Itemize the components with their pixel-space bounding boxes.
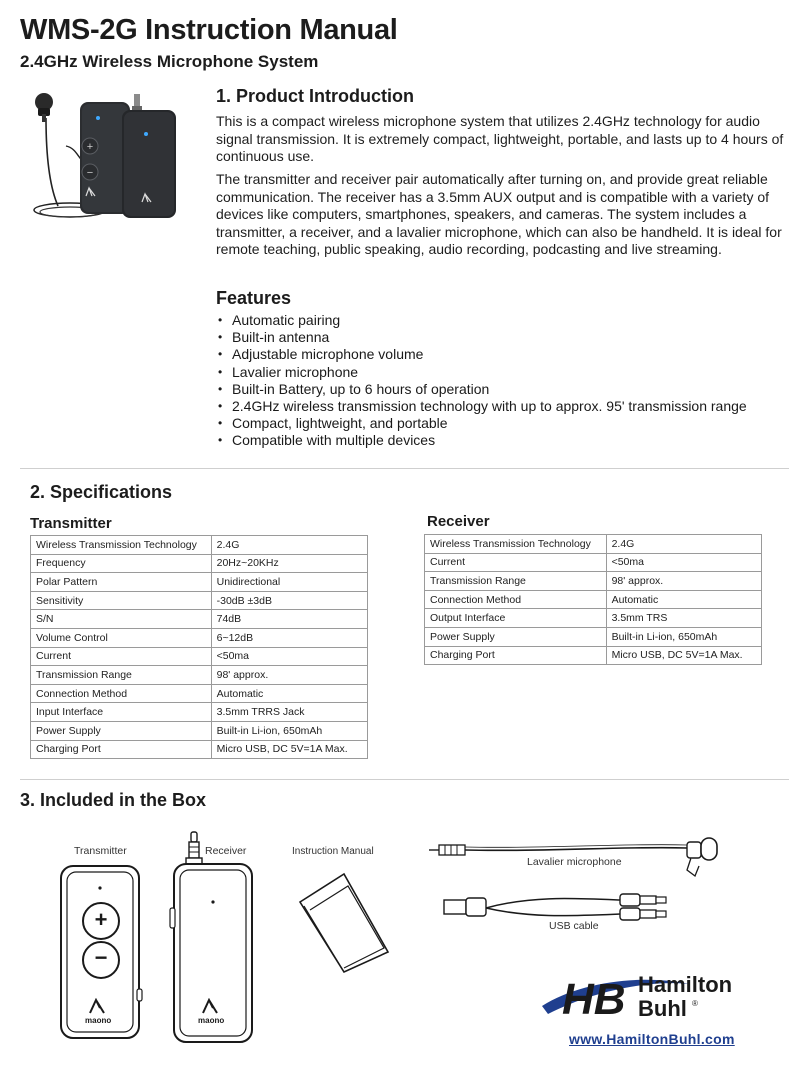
table-row [425, 646, 762, 665]
spec-value: Automatic [606, 590, 761, 609]
spec-value: Automatic [211, 684, 367, 703]
document-subtitle: 2.4GHz Wireless Microphone System [20, 52, 319, 71]
receiver-spec-table [424, 534, 762, 665]
feature-item: • Compact, lightweight, and portable [216, 415, 792, 432]
spec-key: Charging Port [425, 646, 607, 665]
logo-letters: HB [562, 975, 626, 1024]
feature-item: • Built-in Battery, up to 6 hours of operation [216, 381, 792, 398]
spec-value: 2.4G [606, 535, 761, 554]
spec-value: 6~12dB [211, 628, 367, 647]
spec-key: Connection Method [425, 590, 607, 609]
table-row [425, 572, 762, 591]
spec-key: Charging Port [31, 740, 212, 759]
svg-text:+: + [86, 141, 94, 153]
section-divider [20, 468, 789, 469]
spec-key: Output Interface [425, 609, 607, 628]
website-link[interactable]: www.HamiltonBuhl.com [569, 1031, 735, 1047]
spec-key: S/N [31, 610, 212, 629]
intro-paragraph-2: The transmitter and receiver pair automatically after turning on, and provide great reliable communication. The receiver has a 3.5mm AUX output and is compatible with a variety of devices like computers, smartphones, speakers, and cameras. The system includes a transmitter, a receiver, and a lavalier microphone, which can also be handheld. It is ideal for remote teaching, public speaking, audio recording, podcasting and live streaming. [216, 171, 782, 257]
spec-key: Input Interface [31, 703, 212, 722]
feature-item: • Lavalier microphone [216, 364, 792, 381]
table-row [31, 740, 368, 759]
minus-icon: − [82, 941, 120, 979]
section-divider [20, 779, 789, 780]
spec-value: Micro USB, DC 5V=1A Max. [606, 646, 761, 665]
spec-key: Transmission Range [425, 572, 607, 591]
spec-key: Power Supply [425, 627, 607, 646]
table-row [425, 609, 762, 628]
spec-key: Connection Method [31, 684, 212, 703]
maono-logo-icon [88, 998, 112, 1014]
intro-paragraph-1: This is a compact wireless microphone system that utilizes 2.4GHz technology for audio signal transmission. It is extremely compact, lightweight, portable, and lasts up to 4 hours of continuous use. [216, 113, 784, 164]
spec-key: Frequency [31, 554, 212, 573]
transmitter-brand: maono [85, 1016, 112, 1025]
spec-key: Wireless Transmission Technology [425, 535, 607, 554]
plus-icon: + [82, 902, 120, 940]
spec-value: 3.5mm TRS [606, 609, 761, 628]
receiver-label: Receiver [205, 845, 247, 857]
table-row [31, 684, 368, 703]
logo-registered-mark: ® [692, 999, 698, 1008]
table-row [425, 535, 762, 554]
spec-value: Micro USB, DC 5V=1A Max. [211, 740, 367, 759]
logo-line-2: Buhl [638, 996, 687, 1021]
table-row [31, 573, 368, 592]
table-row [425, 553, 762, 572]
hamilton-buhl-logo [540, 966, 780, 1026]
table-row [425, 590, 762, 609]
box-heading: 3. Included in the Box [20, 790, 207, 810]
spec-key: Power Supply [31, 721, 212, 740]
spec-value: Built-in Li-ion, 650mAh [606, 627, 761, 646]
table-row [31, 554, 368, 573]
spec-value: -30dB ±3dB [211, 591, 367, 610]
feature-item: • Built-in antenna [216, 329, 792, 346]
spec-value: Unidirectional [211, 573, 367, 592]
specs-heading: 2. Specifications [30, 482, 173, 502]
spec-value: 3.5mm TRRS Jack [211, 703, 367, 722]
table-row [31, 647, 368, 666]
receiver-spec-title: Receiver [427, 513, 490, 530]
table-row [31, 703, 368, 722]
spec-key: Current [425, 553, 607, 572]
transmitter-spec-table [30, 535, 368, 759]
receiver-brand: maono [198, 1016, 225, 1025]
spec-value: Built-in Li-ion, 650mAh [211, 721, 367, 740]
spec-value: 20Hz~20KHz [211, 554, 367, 573]
logo-line-1: Hamilton [638, 972, 733, 997]
spec-value: <50ma [606, 553, 761, 572]
spec-key: Sensitivity [31, 591, 212, 610]
document-title: WMS-2G Instruction Manual [20, 14, 398, 46]
table-row [31, 610, 368, 629]
usb-cable-label: USB cable [549, 920, 599, 932]
spec-value: 98' approx. [211, 666, 367, 685]
spec-key: Polar Pattern [31, 573, 212, 592]
table-row [31, 536, 368, 555]
table-row [31, 628, 368, 647]
table-row [425, 627, 762, 646]
svg-text:−: − [86, 167, 94, 179]
transmitter-label: Transmitter [74, 845, 127, 857]
spec-key: Transmission Range [31, 666, 212, 685]
maono-logo-icon [201, 998, 225, 1014]
feature-item: • Automatic pairing [216, 312, 792, 329]
feature-item: • Adjustable microphone volume [216, 346, 792, 363]
spec-key: Volume Control [31, 628, 212, 647]
manual-drawing [296, 868, 396, 978]
intro-heading: 1. Product Introduction [216, 86, 414, 106]
features-heading: Features [216, 288, 292, 308]
features-list [216, 312, 792, 450]
table-row [31, 591, 368, 610]
transmitter-spec-title: Transmitter [30, 515, 112, 532]
spec-key: Wireless Transmission Technology [31, 536, 212, 555]
product-photo [18, 88, 188, 228]
feature-item: • Compatible with multiple devices [216, 432, 792, 449]
manual-label: Instruction Manual [292, 846, 374, 857]
table-row [31, 721, 368, 740]
spec-value: 74dB [211, 610, 367, 629]
lavalier-mic-label: Lavalier microphone [527, 856, 622, 868]
spec-value: 2.4G [211, 536, 367, 555]
spec-value: 98' approx. [606, 572, 761, 591]
table-row [31, 666, 368, 685]
feature-item: • 2.4GHz wireless transmission technology with up to approx. 95' transmission range [216, 398, 792, 415]
spec-value: <50ma [211, 647, 367, 666]
spec-key: Current [31, 647, 212, 666]
